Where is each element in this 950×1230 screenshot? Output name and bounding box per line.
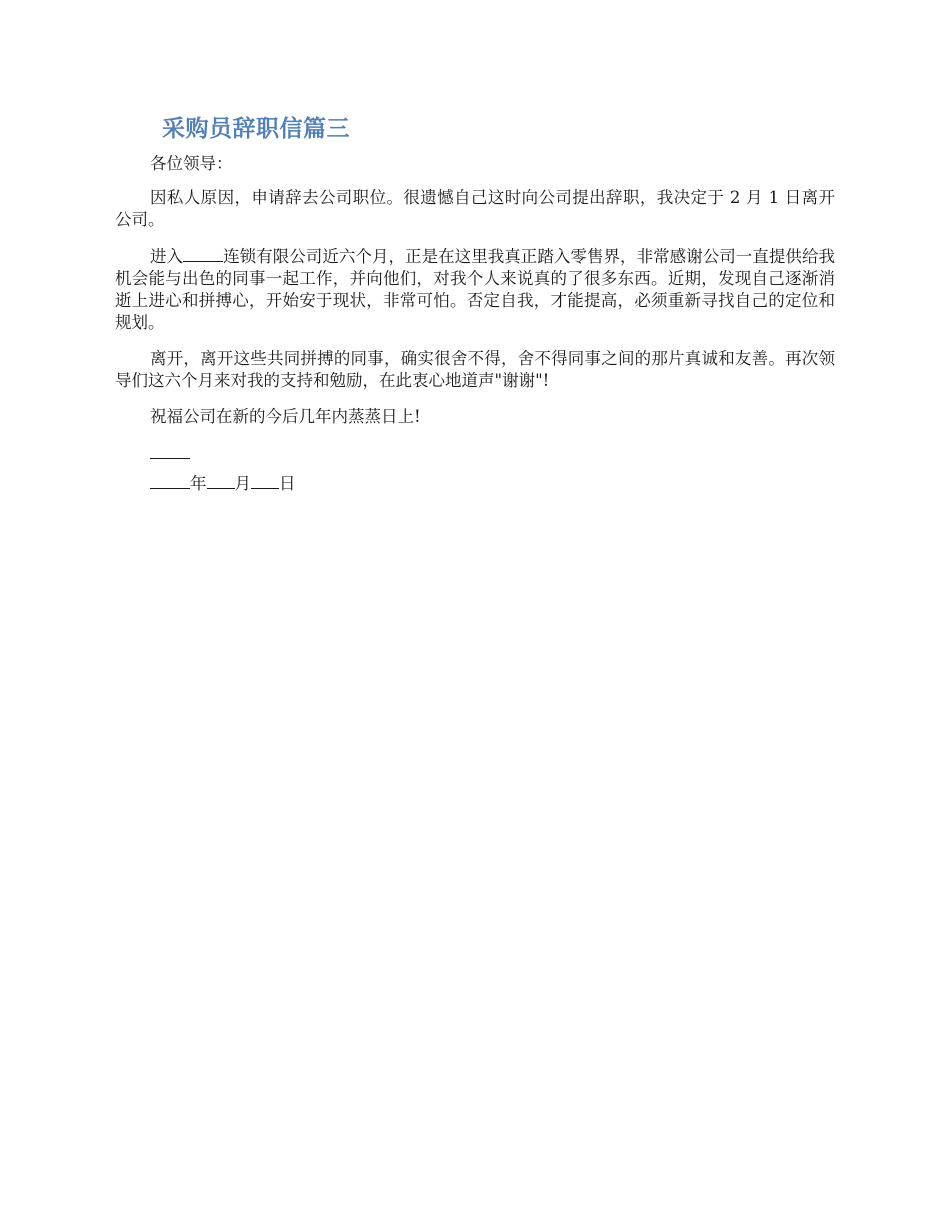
paragraph-1: 因私人原因，申请辞去公司职位。很遗憾自己这时向公司提出辞职，我决定于 2 月 1 日离开公司。 <box>115 188 835 229</box>
year-label: 年 <box>190 474 207 493</box>
signature-line <box>150 442 835 464</box>
paragraph-4: 祝福公司在新的今后几年内蒸蒸日上! <box>150 407 421 426</box>
month-blank <box>207 472 235 489</box>
company-name-blank <box>183 245 223 262</box>
paragraph-2-prefix: 进入 <box>150 247 184 266</box>
paragraph-3: 离开，离开这些共同拼搏的同事，确实很舍不得，舍不得同事之间的那片真诚和友善。再次领导们这六个月来对我的支持和勉励，在此衷心地道声"谢谢"! <box>115 349 835 390</box>
day-label: 日 <box>279 474 296 493</box>
signature-blank <box>150 442 190 459</box>
year-blank <box>150 472 190 489</box>
paragraph-2-text: 连锁有限公司近六个月，正是在这里我真正踏入零售界，非常感谢公司一直提供给我机会能与出色的同事一起工作，并向他们，对我个人来说真的了很多东西。近期，发现自己逐渐消逝上进心和拼搏心，开始安于现状，非常可怕。否定自我，才能提高，必须重新寻找自己的定位和规划。 <box>115 247 836 332</box>
paragraph-2 <box>115 245 835 334</box>
salutation: 各位领导： <box>150 154 233 173</box>
letter-body <box>115 153 835 495</box>
day-blank <box>251 472 279 489</box>
document-title: 采购员辞职信篇三 <box>162 116 350 142</box>
month-label: 月 <box>234 474 251 493</box>
date-line <box>150 472 835 495</box>
